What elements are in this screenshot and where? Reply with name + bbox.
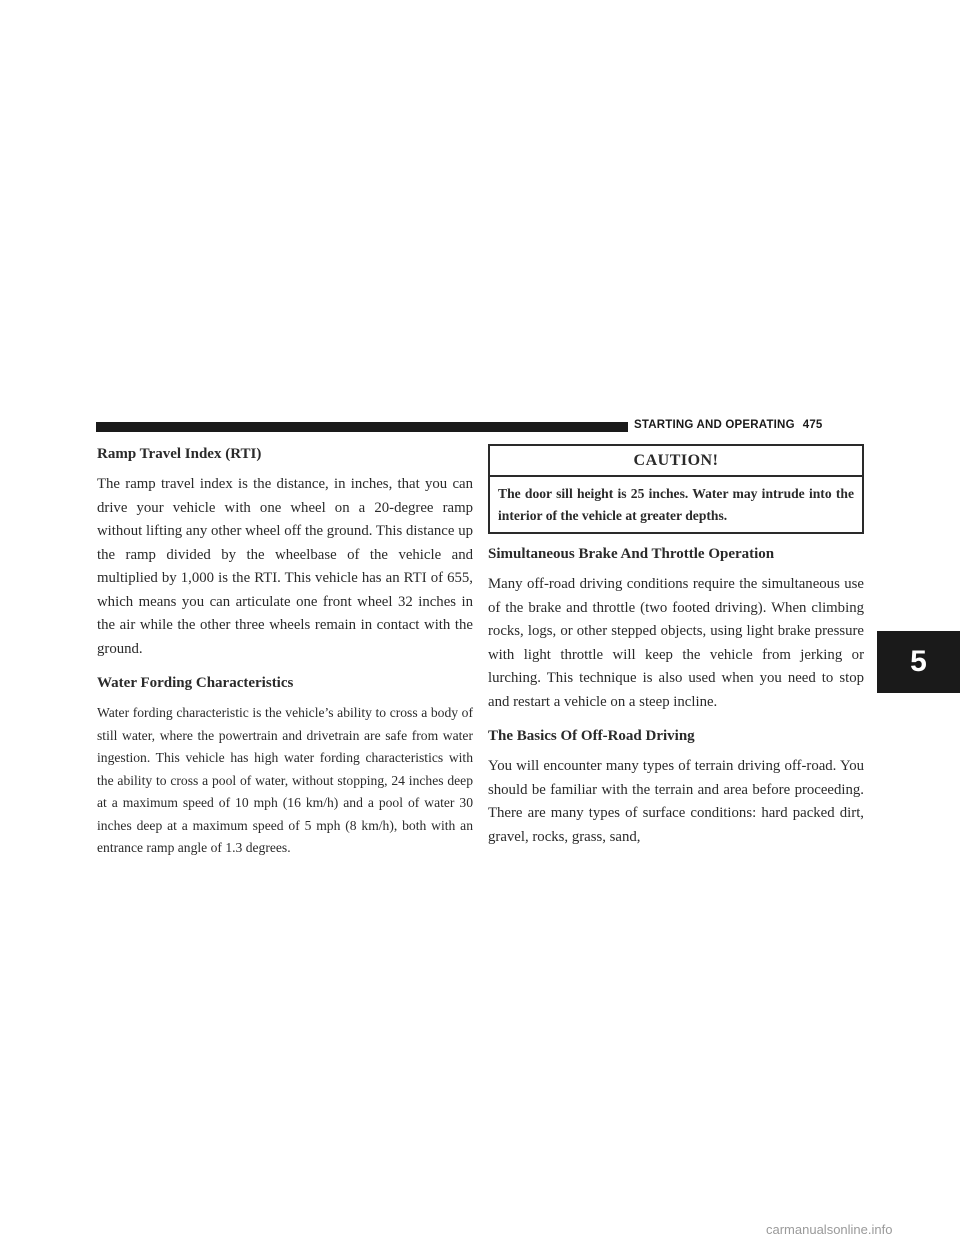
caution-text: The door sill height is 25 inches. Water may intrude into the interior of the vehicle at greater depths.: [498, 486, 854, 523]
brake-throttle-paragraph: Many off-road driving conditions require the simultaneous use of the brake and throttle (two footed driving). When climbing rocks, logs, or other stepped objects, using light brake pressure with light throttle will keep the vehicle from jerking or lurching. This technique is also used when you need to stop and restart a vehicle on a steep incline.: [488, 576, 864, 710]
caution-title: CAUTION!: [490, 446, 862, 477]
brake-throttle-heading: Simultaneous Brake And Throttle Operation: [488, 546, 775, 562]
rti-heading: Ramp Travel Index (RTI): [97, 446, 262, 462]
chapter-tab: 5: [877, 631, 960, 693]
page-number: 475: [802, 419, 823, 431]
off-road-basics-paragraph: You will encounter many types of terrain driving off-road. You should be familiar with the terrain and area before proceeding. There are many types of surface conditions: hard packed dirt, gravel, rocks, grass, sand,: [488, 758, 864, 845]
caution-box: [488, 444, 864, 534]
running-header: [634, 419, 823, 431]
rti-paragraph: The ramp travel index is the distance, in inches, that you can drive your vehicle with one wheel on a 20-degree ramp without lifting any other wheel off the ground. This distance up the ramp divided by the wheelbase of the vehicle and multiplied by 1,000 is the RTI. This vehicle has an RTI of 655, which means you can articulate one front wheel 32 inches in the air while the other three wheels remain in contact with the ground.: [97, 476, 473, 657]
header-rule: [96, 422, 628, 432]
left-column: [97, 444, 473, 860]
water-fording-paragraph: Water fording characteristic is the vehicle’s ability to cross a body of still water, where the powertrain and drivetrain are safe from water ingestion. This vehicle has high water fording characteristics with the ability to cross a pool of water, without stopping, 24 inches deep at a maximum speed of 10 mph (16 km/h) and a pool of water 30 inches deep at a maximum speed of 5 mph (8 km/h), both with an entrance ramp angle of 1.3 degrees.: [97, 705, 473, 855]
water-fording-heading: Water Fording Characteristics: [97, 675, 294, 691]
right-column: [488, 444, 864, 849]
section-title: STARTING AND OPERATING: [634, 419, 795, 431]
watermark: carmanualsonline.info: [766, 1222, 893, 1237]
off-road-basics-heading: The Basics Of Off-Road Driving: [488, 728, 695, 744]
